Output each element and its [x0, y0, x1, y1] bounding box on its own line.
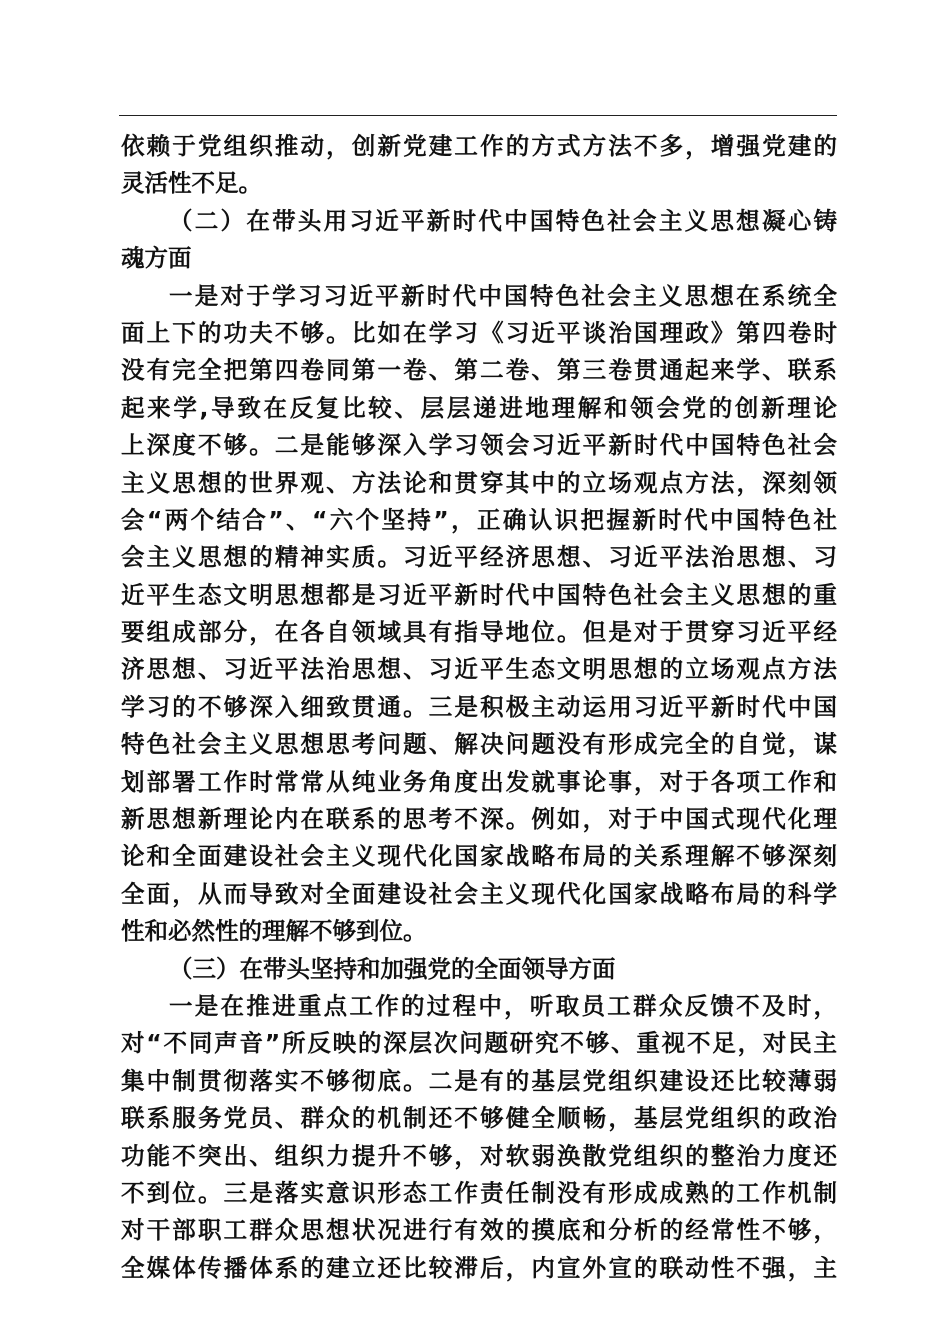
text-line: 论和全面建设社会主义现代化国家战略布局的关系理解不够深刻 — [121, 842, 837, 871]
text-line: 联系服务党员、群众的机制还不够健全顺畅，基层党组织的政治 — [121, 1104, 837, 1133]
text-line: 起来学,导致在反复比较、层层递进地理解和领会党的创新理论 — [121, 393, 837, 422]
text-line: 会“两个结合”、“六个坚持”，正确认识把握新时代中国特色社 — [121, 505, 837, 534]
text-line: 集中制贯彻落实不够彻底。二是有的基层党组织建设还比较薄弱 — [121, 1066, 837, 1095]
text-line: 功能不突出、组织力提升不够，对软弱涣散党组织的整治力度还 — [121, 1141, 837, 1170]
text-line: 对干部职工群众思想状况进行有效的摸底和分析的经常性不够， — [121, 1216, 837, 1245]
text-line: 对“不同声音”所反映的深层次问题研究不够、重视不足，对民主 — [121, 1029, 837, 1058]
text-line: （三）在带头坚持和加强党的全面领导方面 — [169, 954, 616, 983]
text-line: 性和必然性的理解不够到位。 — [121, 917, 427, 946]
text-line: 济思想、习近平法治思想、习近平生态文明思想的立场观点方法 — [121, 655, 837, 684]
header-rule — [119, 115, 837, 116]
text-line: 灵活性不足。 — [121, 169, 262, 198]
text-line: 魂方面 — [121, 244, 192, 273]
text-line: 一是对于学习习近平新时代中国特色社会主义思想在系统全 — [169, 281, 837, 310]
text-line: 一是在推进重点工作的过程中，听取员工群众反馈不及时， — [169, 991, 837, 1020]
text-line: 要组成部分，在各自领域具有指导地位。但是对于贯穿习近平经 — [121, 618, 837, 647]
text-line: 不到位。三是落实意识形态工作责任制没有形成成熟的工作机制 — [121, 1178, 837, 1207]
text-line: 面上下的功夫不够。比如在学习《习近平谈治国理政》第四卷时 — [121, 318, 837, 347]
text-line: （二）在带头用习近平新时代中国特色社会主义思想凝心铸 — [169, 206, 837, 235]
text-line: 划部署工作时常常从纯业务角度出发就事论事，对于各项工作和 — [121, 767, 837, 796]
text-line: 全面，从而导致对全面建设社会主义现代化国家战略布局的科学 — [121, 879, 837, 908]
text-line: 上深度不够。二是能够深入学习领会习近平新时代中国特色社会 — [121, 431, 837, 460]
text-line: 主义思想的世界观、方法论和贯穿其中的立场观点方法，深刻领 — [121, 468, 837, 497]
text-line: 没有完全把第四卷同第一卷、第二卷、第三卷贯通起来学、联系 — [121, 356, 837, 385]
document-body — [121, 128, 837, 1287]
text-line: 学习的不够深入细致贯通。三是积极主动运用习近平新时代中国 — [121, 692, 837, 721]
text-line: 近平生态文明思想都是习近平新时代中国特色社会主义思想的重 — [121, 580, 837, 609]
text-line: 依赖于党组织推动，创新党建工作的方式方法不多，增强党建的 — [121, 132, 837, 160]
text-line: 会主义思想的精神实质。习近平经济思想、习近平法治思想、习 — [121, 543, 837, 572]
text-line: 新思想新理论内在联系的思考不深。例如，对于中国式现代化理 — [121, 805, 837, 834]
text-line: 全媒体传播体系的建立还比较滞后，内宣外宣的联动性不强，主 — [121, 1253, 837, 1282]
text-line: 特色社会主义思想思考问题、解决问题没有形成完全的自觉，谋 — [121, 730, 837, 759]
